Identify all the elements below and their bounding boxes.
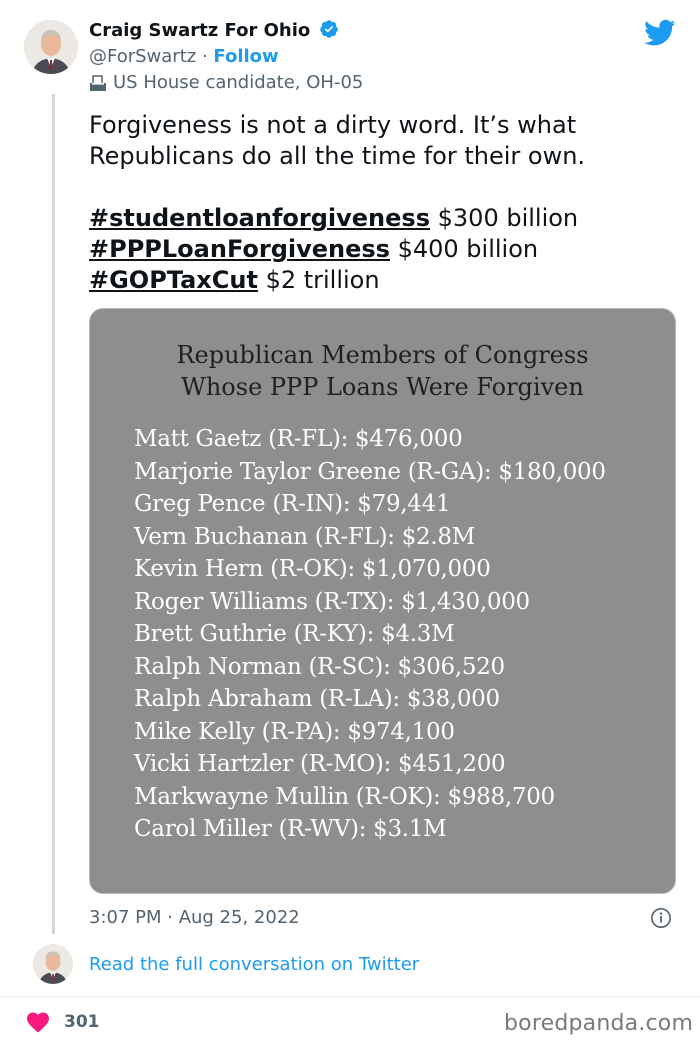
hashtag-link[interactable]: #PPPLoanForgiveness [89, 235, 390, 263]
twitter-bird-icon[interactable] [644, 19, 676, 47]
divider [0, 996, 700, 997]
list-item: Ralph Abraham (R-LA): $38,000 [134, 686, 500, 712]
list-item: Greg Pence (R-IN): $79,441 [134, 491, 451, 517]
author-avatar[interactable] [24, 20, 78, 74]
image-title-line: Whose PPP Loans Were Forgiven [181, 373, 584, 401]
handle-separator: · [196, 46, 214, 67]
verified-badge-icon [319, 19, 339, 39]
author-name[interactable]: Craig Swartz For Ohio [89, 20, 311, 41]
bio-text: US House candidate, OH-05 [113, 72, 364, 93]
list-item: Carol Miller (R-WV): $3.1M [134, 816, 447, 842]
list-item: Markwayne Mullin (R-OK): $988,700 [134, 783, 555, 810]
hashtag-link[interactable]: #GOPTaxCut [89, 266, 258, 294]
author-handle[interactable]: @ForSwartz [89, 46, 197, 67]
image-entry-list [134, 423, 606, 846]
hashtag-line [89, 234, 669, 265]
thread-connector-line [52, 94, 55, 934]
read-conversation-link[interactable]: Read the full conversation on Twitter [89, 954, 420, 975]
hashtag-line [89, 203, 669, 234]
hashtag-amount: $400 billion [389, 235, 539, 263]
list-item: Ralph Norman (R-SC): $306,520 [134, 653, 505, 680]
list-item: Vicki Hartzler (R-MO): $451,200 [134, 751, 506, 777]
author-bio [89, 72, 363, 93]
list-item: Matt Gaetz (R-FL): $476,000 [134, 426, 463, 452]
tweet-text: Forgiveness is not a dirty word. It’s what Republicans do all the time for their own. [89, 111, 586, 170]
list-item: Roger Williams (R-TX): $1,430,000 [134, 588, 530, 615]
hashtag-amount: $300 billion [430, 204, 579, 232]
hashtag-link[interactable]: #studentloanforgiveness [89, 204, 430, 232]
reply-avatar[interactable] [33, 944, 73, 984]
author-handle-row [89, 46, 279, 67]
list-item: Kevin Hern (R-OK): $1,070,000 [134, 556, 491, 582]
list-item: Marjorie Taylor Greene (R-GA): $180,000 [134, 458, 606, 485]
tweet-image[interactable] [89, 308, 676, 894]
list-item: Mike Kelly (R-PA): $974,100 [134, 718, 455, 745]
author-name-row[interactable] [89, 19, 339, 41]
list-item: Vern Buchanan (R-FL): $2.8M [134, 523, 475, 550]
avatar-portrait [33, 944, 73, 984]
follow-button[interactable]: Follow [213, 46, 279, 67]
heart-icon[interactable] [26, 1011, 50, 1033]
hashtag-line [89, 265, 669, 296]
image-title-line: Republican Members of Congress [176, 341, 589, 369]
like-count[interactable]: 301 [64, 1012, 100, 1032]
hashtag-amount: $2 trillion [257, 266, 380, 294]
info-icon[interactable] [650, 907, 672, 929]
watermark: boredpanda.com [504, 1011, 694, 1036]
list-item: Brett Guthrie (R-KY): $4.3M [134, 621, 455, 647]
avatar-portrait [24, 20, 78, 74]
image-title [90, 339, 675, 403]
ballot-box-icon [89, 74, 107, 92]
tweet-timestamp[interactable]: 3:07 PM · Aug 25, 2022 [89, 907, 300, 928]
tweet-body [89, 110, 669, 296]
